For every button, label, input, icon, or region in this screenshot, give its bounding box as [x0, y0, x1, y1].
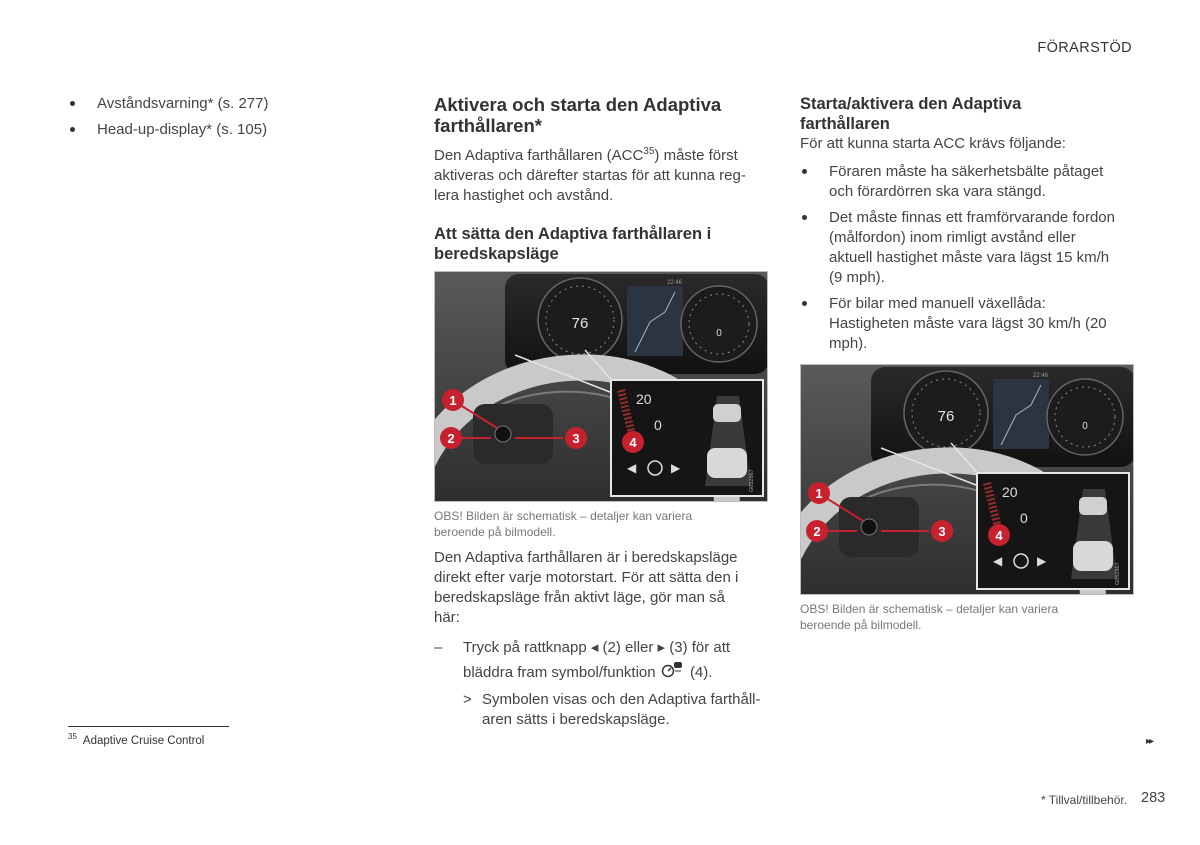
- lead-vehicle-icon: [1079, 497, 1107, 515]
- middle-column: [434, 94, 768, 730]
- callout-1-label: 1: [449, 393, 457, 408]
- related-link[interactable]: Avståndsvarning* (s. 277): [68, 94, 368, 114]
- step-text-2: bläddra fram symbol/funktion: [463, 663, 656, 681]
- footnote-text: Adaptive Cruise Control: [82, 734, 205, 747]
- subsection-title: Att sätta den Adaptiva farthållaren i beredskapsläge: [434, 225, 712, 263]
- tachometer-gauge: [1047, 379, 1123, 455]
- result-item: [434, 690, 768, 730]
- callout-3: [565, 427, 587, 449]
- inset-right-arrow: ▶: [1037, 554, 1047, 568]
- callout-2: [440, 427, 462, 449]
- step-item: [434, 636, 768, 686]
- related-links-list: [68, 94, 368, 140]
- footnote-ref[interactable]: 35: [643, 146, 655, 157]
- intro-paragraph: [434, 142, 759, 206]
- page-number: 283: [1141, 790, 1166, 806]
- section-header: FÖRARSTÖD: [1037, 40, 1132, 56]
- callout-1: [808, 482, 830, 504]
- inset-right-arrow: ▶: [671, 461, 681, 475]
- callout-2-label: 2: [447, 431, 455, 446]
- step-text-1: Tryck på rattknapp ◂ (2) eller ▸ (3) för att: [463, 639, 731, 656]
- figure-code: G052867: [749, 469, 755, 492]
- callout-1-label: 1: [815, 486, 823, 501]
- callout-2: [806, 520, 828, 542]
- clock-readout: 22:46: [1033, 373, 1049, 379]
- acc-standby-svg: [660, 660, 686, 678]
- requirement-item: Föraren måste ha säkerhetsbälte påtaget och förardörren ska vara stängd.: [800, 162, 1120, 202]
- figure-caption: OBS! Bilden är schematisk – detaljer kan variera beroende på bilmodell.: [434, 509, 693, 539]
- steering-button-panel: [473, 404, 553, 464]
- requirement-item: Det måste finnas ett framförvarande fordon (målfordon) inom rimligt avstånd eller aktuell hastighet måste vara lägst 15 km/h (9 mph).: [800, 208, 1120, 288]
- continued-arrows-icon[interactable]: ▸▸: [1146, 736, 1153, 747]
- inset-speed-top: 20: [1002, 484, 1018, 500]
- callout-2-label: 2: [813, 524, 821, 539]
- footnote-divider: [68, 726, 229, 727]
- callout-1: [442, 389, 464, 411]
- dashboard-figure-2: [800, 364, 1134, 595]
- speed-readout: 76: [937, 408, 955, 425]
- left-column: [68, 94, 368, 146]
- callout-4-label: 4: [629, 435, 637, 450]
- result-marker: >: [463, 691, 472, 708]
- own-vehicle-icon: [1073, 541, 1113, 571]
- intro-text-pre: Den Adaptiva farthållaren (ACC: [434, 147, 644, 164]
- step-text-3: (4).: [689, 663, 713, 681]
- footnote-number: 35: [68, 732, 77, 741]
- option-footnote: * Tillval/tillbehör.: [1041, 793, 1128, 807]
- cruise-button: [861, 519, 877, 535]
- right-intro: För att kunna starta ACC krävs följande:: [800, 135, 1066, 152]
- right-column: [800, 94, 1134, 633]
- steering-button-panel: [839, 497, 919, 557]
- body-paragraph: Den Adaptiva farthållaren är i beredskapsläge direkt efter varje motorstart. För att sätta den i beredskapsläge från aktivt läge, gör man så här:: [434, 549, 739, 626]
- tachometer-gauge: [681, 286, 757, 362]
- inset-speed-low: 0: [654, 417, 662, 433]
- dashboard-illustration: [435, 272, 768, 502]
- map-display: [993, 379, 1049, 449]
- inset-left-arrow: ◀: [627, 461, 637, 475]
- own-vehicle-icon: [707, 448, 747, 478]
- cruise-button: [495, 426, 511, 442]
- inset-speed-low: 0: [1020, 510, 1028, 526]
- step-list: [434, 636, 768, 730]
- callout-3-label: 3: [572, 431, 580, 446]
- requirement-item: För bilar med manuell växellåda: Hastigheten måste vara lägst 30 km/h (20 mph).: [800, 294, 1120, 354]
- clock-readout: 22:46: [667, 280, 683, 286]
- tacho-readout: 0: [1082, 421, 1088, 432]
- inset-left-arrow: ◀: [993, 554, 1003, 568]
- inset-speed-top: 20: [636, 391, 652, 407]
- speed-readout: 76: [571, 315, 589, 332]
- result-text: Symbolen visas och den Adaptiva farthåll-aren sätts i beredskapsläge.: [482, 691, 761, 728]
- dash-marker: –: [434, 639, 443, 656]
- requirement-list: [800, 162, 1120, 354]
- callout-4: [988, 524, 1010, 546]
- lead-vehicle-icon: [713, 404, 741, 422]
- callout-4: [622, 431, 644, 453]
- tacho-readout: 0: [716, 328, 722, 339]
- intro-text-post: ) måste först aktiveras och därefter startas för att kunna reg-lera hastighet och avstånd.: [434, 147, 746, 204]
- right-section-title: Starta/aktivera den Adaptiva farthållaren: [800, 95, 1022, 133]
- acc-standby-icon: [660, 660, 686, 686]
- map-display: [627, 286, 683, 356]
- callout-4-label: 4: [995, 528, 1003, 543]
- figure-code: G052867: [1115, 562, 1121, 585]
- section-title: Aktivera och starta den Adaptiva farthållaren*: [434, 94, 722, 136]
- callout-3: [931, 520, 953, 542]
- callout-3-label: 3: [938, 524, 946, 539]
- footnote: [68, 732, 204, 747]
- figure-caption-2: OBS! Bilden är schematisk – detaljer kan variera beroende på bilmodell.: [800, 602, 1059, 632]
- related-link[interactable]: Head-up-display* (s. 105): [68, 120, 368, 140]
- dashboard-figure: [434, 271, 768, 502]
- dashboard-illustration-2: [801, 365, 1134, 595]
